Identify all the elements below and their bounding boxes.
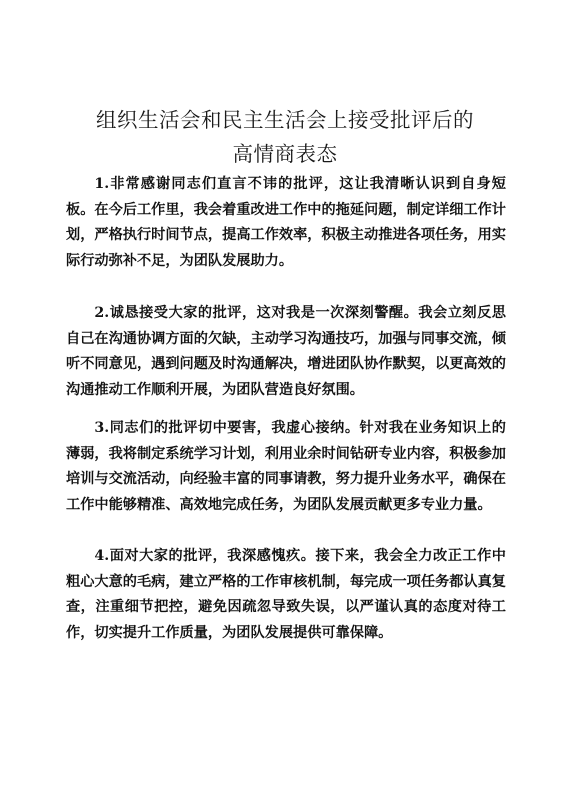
paragraph-1: 1.非常感谢同志们直言不讳的批评，这让我清晰认识到自身短板。在今后工作里，我会着重改进工作中的拖延问题，制定详细工作计划，严格执行时间节点，提高工作效率，积极主动推进各项任务，用实际行动弥补不足，为团队发展助力。 xyxy=(66,176,506,269)
paragraph-4: 4.面对大家的批评，我深感愧疚。接下来，我会全力改正工作中粗心大意的毛病，建立严格的工作审核机制，每完成一项任务都认真复查，注重细节把控，避免因疏忽导致失误，以严谨认真的态度对待工作，切实提升工作质量，为团队发展提供可靠保障。 xyxy=(66,548,506,641)
document-title-line-2: 高情商表态 xyxy=(232,142,338,166)
document-title-line-1: 组织生活会和民主生活会上接受批评后的 xyxy=(96,108,474,132)
paragraph-2: 2.诚恳接受大家的批评，这对我是一次深刻警醒。我会立刻反思自己在沟通协调方面的欠缺，主动学习沟通技巧，加强与同事交流，倾听不同意见，遇到问题及时沟通解决，增进团队协作默契，以更高效的沟通推动工作顺利开展，为团队营造良好氛围。 xyxy=(66,305,506,398)
paragraph-3: 3.同志们的批评切中要害，我虚心接纳。针对我在业务知识上的薄弱，我将制定系统学习计划，利用业余时间钻研专业内容，积极参加培训与交流活动，向经验丰富的同事请教，努力提升业务水平，确保在工作中能够精准、高效地完成任务，为团队发展贡献更多专业力量。 xyxy=(66,420,506,513)
